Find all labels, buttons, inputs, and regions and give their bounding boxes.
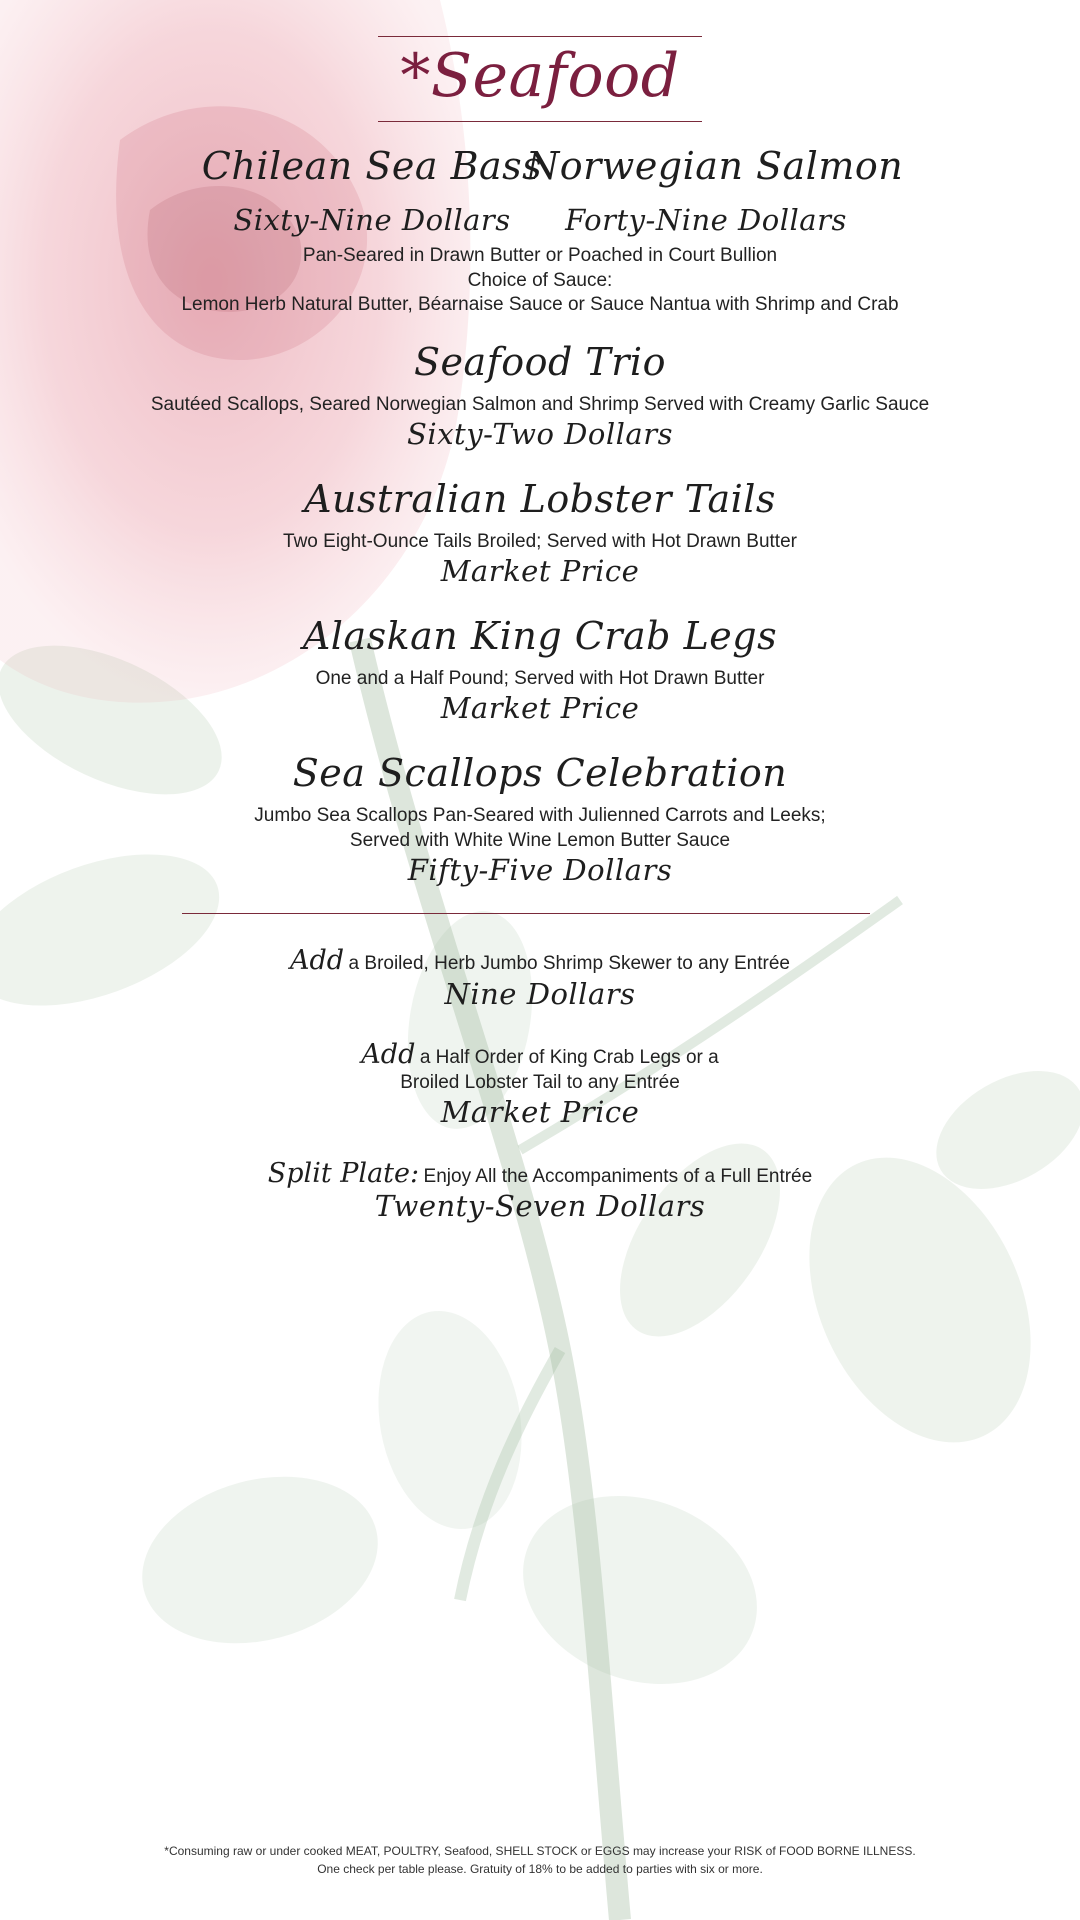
addon-text: a Broiled, Herb Jumbo Shrimp Skewer to any Entrée <box>348 953 790 974</box>
dish-description: Two Eight-Ounce Tails Broiled; Served with Hot Drawn Butter <box>283 531 797 552</box>
addon-lead: Split Plate: <box>267 1158 420 1189</box>
addon-text-continued: Broiled Lobster Tail to any Entrée <box>400 1072 680 1093</box>
dish-name-seafood-trio: Seafood Trio <box>414 340 666 384</box>
title-bottom-rule <box>378 121 702 122</box>
dish-price: Market Price <box>440 554 640 588</box>
footer-disclaimer: *Consuming raw or under cooked MEAT, POULTRY, Seafood, SHELL STOCK or EGGS may increase your RISK of FOOD BORNE ILLNESS. <box>164 1844 916 1858</box>
dish-description: One and a Half Pound; Served with Hot Drawn Butter <box>315 668 765 689</box>
duo-description-line: Pan-Seared in Drawn Butter or Poached in Court Bullion <box>302 245 778 266</box>
addon-text: a Half Order of King Crab Legs or a <box>419 1047 719 1068</box>
dish-price: Market Price <box>440 691 640 725</box>
dish-description: Served with White Wine Lemon Butter Sauce <box>349 830 731 851</box>
addon-price: Nine Dollars <box>444 977 636 1011</box>
addon-lead: Add <box>290 945 345 976</box>
footer-gratuity-note: One check per table please. Gratuity of 18% to be added to parties with six or more. <box>317 1862 763 1876</box>
dish-name-norwegian-salmon: Norwegian Salmon <box>526 144 904 188</box>
dish-name-chilean-sea-bass: Chilean Sea Bass <box>201 144 543 188</box>
addon-price: Market Price <box>440 1095 640 1129</box>
duo-description-line: Choice of Sauce: <box>467 270 613 291</box>
page-title: *Seafood <box>400 41 680 111</box>
dish-name-australian-lobster-tails: Australian Lobster Tails <box>304 477 776 521</box>
dish-price: Fifty-Five Dollars <box>407 853 673 887</box>
addon-text: Enjoy All the Accompaniments of a Full Entrée <box>423 1166 813 1187</box>
dish-name-sea-scallops-celebration: Sea Scallops Celebration <box>292 751 788 795</box>
dish-description: Sautéed Scallops, Seared Norwegian Salmon and Shrimp Served with Creamy Garlic Sauce <box>150 394 930 415</box>
addon-lead: Add <box>361 1039 416 1070</box>
addon-price: Twenty-Seven Dollars <box>374 1189 706 1223</box>
duo-description-line: Lemon Herb Natural Butter, Béarnaise Sauce or Sauce Nantua with Shrimp and Crab <box>181 294 899 315</box>
price-norwegian-salmon: Forty-Nine Dollars <box>565 203 847 237</box>
title-top-rule <box>378 36 702 37</box>
dish-price: Sixty-Two Dollars <box>407 417 673 451</box>
dish-description: Jumbo Sea Scallops Pan-Seared with Julienned Carrots and Leeks; <box>254 805 826 826</box>
section-divider <box>182 913 870 914</box>
price-chilean-sea-bass: Sixty-Nine Dollars <box>233 203 511 237</box>
dish-name-alaskan-king-crab-legs: Alaskan King Crab Legs <box>302 614 778 658</box>
